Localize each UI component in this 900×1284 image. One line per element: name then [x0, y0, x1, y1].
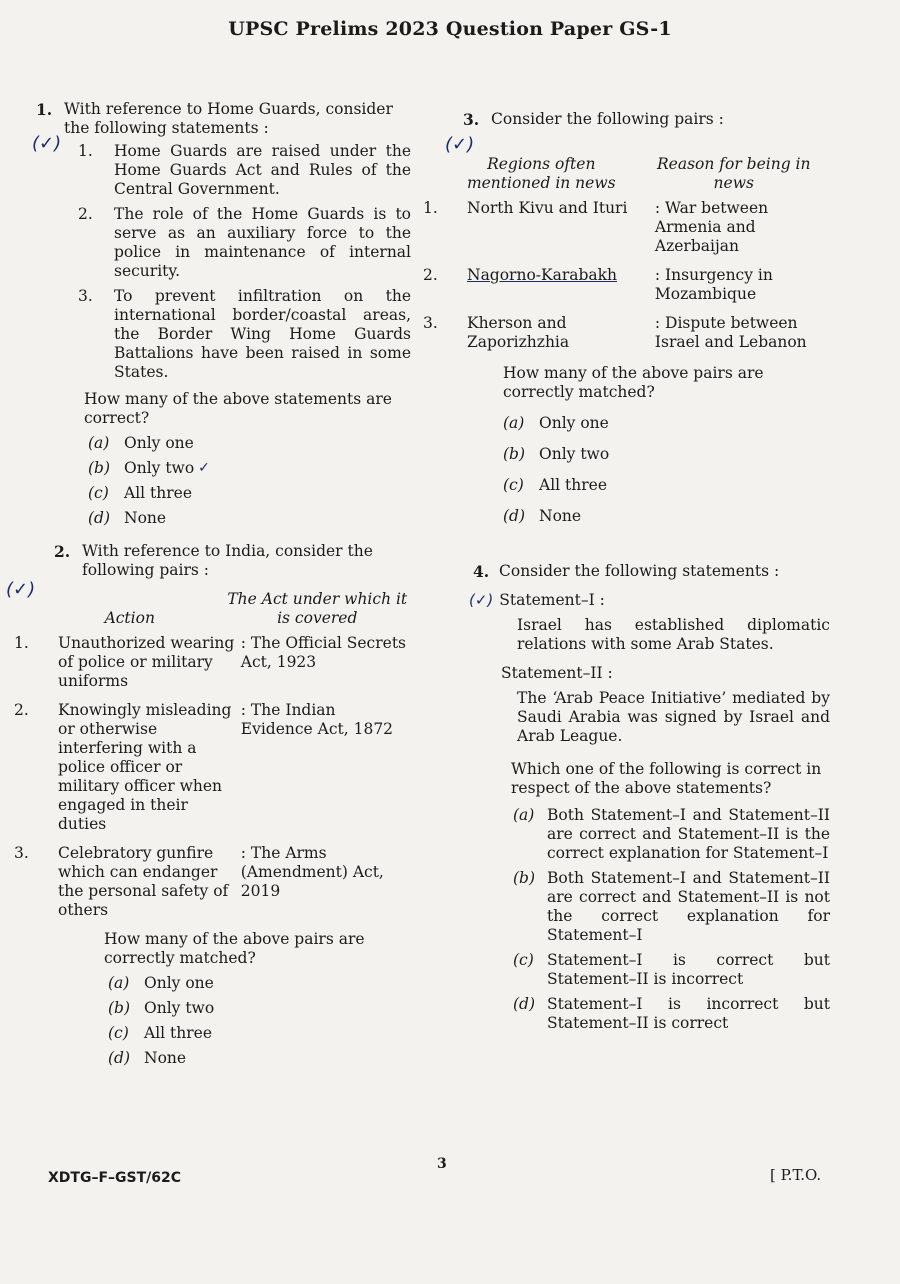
pair-list	[423, 199, 830, 352]
option-text: Statement–I is correct but Statement–II is incorrect	[547, 951, 830, 988]
pair-action	[14, 844, 241, 920]
pair-row	[423, 199, 830, 256]
question-number: 2.	[54, 542, 71, 561]
pair-number: 2.	[423, 266, 438, 284]
question-stem: Consider the following pairs :	[491, 110, 724, 128]
statement-number: 1.	[78, 142, 93, 160]
pair-number: 1.	[423, 199, 438, 217]
option-b[interactable]	[108, 999, 411, 1018]
pair-action	[14, 701, 241, 834]
option-c[interactable]	[108, 1024, 411, 1043]
statement-list	[78, 142, 411, 382]
option-letter: (c)	[88, 484, 109, 502]
option-text: All three	[144, 1024, 213, 1042]
statement-1-text: Israel has established diplomatic relations with some Arab States.	[517, 616, 830, 653]
statement-number: 3.	[78, 287, 93, 305]
pair-row	[423, 314, 830, 352]
pair-action-text: Unauthorized wearing of police or military uniforms	[58, 634, 235, 690]
option-letter: (c)	[108, 1024, 129, 1042]
question-4	[445, 562, 830, 1033]
pair-reason: : Dispute between Israel and Lebanon	[654, 314, 807, 351]
question-3: 3. Consider the following pairs : (✓) Regions often mentioned in news Reason for being in news 1. North Kivu and Ituri : War between Armenia and Azerbaijan 2. Nagorno-Karabakh : Insurgency in Mozambique 3. Kherson and Zaporizhzhia : Dispute between Israel and Lebanon How many of the above pairs are correctly matched? (a) Only one (b) Only two (c) All three (d) None	[445, 110, 830, 526]
pair-region	[423, 314, 655, 352]
option-letter: (a)	[88, 434, 110, 452]
option-text: All three	[124, 484, 193, 502]
option-letter: (c)	[513, 951, 534, 969]
statement-2-label: Statement–II :	[501, 664, 613, 682]
pair-region	[423, 199, 655, 256]
option-text: Statement–I is incorrect but Statement–II is correct	[547, 995, 830, 1032]
statement-item	[78, 205, 411, 281]
option-letter: (d)	[88, 509, 111, 527]
option-letter: (d)	[503, 507, 526, 525]
pair-row	[14, 844, 411, 920]
options-list	[88, 434, 411, 528]
pair-act: : The Indian Evidence Act, 1872	[240, 701, 394, 738]
page-number: 3	[437, 1156, 447, 1172]
page-title: UPSC Prelims 2023 Question Paper GS-1	[228, 18, 672, 40]
pair-number: 2.	[14, 701, 29, 719]
question-ask: How many of the above pairs are correctly matched?	[104, 930, 365, 967]
option-text: Only two	[144, 999, 215, 1017]
pair-header	[445, 155, 830, 193]
question-1: 1. With reference to Home Guards, consider the following statements : (✓) 1. Home Guards are raised under the Home Guards Act and Rules of the Central Government. 2. The role of the Home Guards is to serve as an auxiliary force to the police in maintenance of internal security. 3. To prevent infiltration on the international border/coastal areas, the Border Wing Home Guards Battalions have been raised in some States. How many of the above statements are correct? (a) Only one (b) Only two ✓ (c) All three (d) None	[32, 100, 411, 527]
option-a[interactable]	[88, 434, 411, 453]
tick-icon: ✓	[198, 460, 210, 476]
option-d[interactable]	[108, 1049, 411, 1068]
option-text: Both Statement–I and Statement–II are correct and Statement–II is not the correct explanation for Statement–I	[547, 869, 830, 944]
option-letter: (b)	[108, 999, 131, 1017]
options-list	[503, 414, 830, 526]
question-number: 3.	[463, 110, 480, 129]
option-text: Only two	[539, 445, 610, 463]
option-d[interactable]	[88, 509, 411, 528]
question-number: 1.	[36, 100, 53, 119]
option-b[interactable]	[513, 869, 830, 945]
pair-number: 1.	[14, 634, 29, 652]
statement-number: 2.	[78, 205, 93, 223]
question-2: 2. With reference to India, consider the following pairs : (✓) Action The Act under which it is covered 1. Unauthorized wearing of police or military uniforms : The Official Secrets Act, 1923 2. Knowingly misleading or otherwise interfering with a police officer or military officer when engaged in their duties : The Indian Evidence Act, 1872 3. Celebratory gunfire which can endanger the personal safety of others : The Arms (Amendment) Act, 2019 How many of the above pairs are correctly matched? (a) Only one (b) Only two (c) All three (d) None	[36, 542, 411, 1068]
pair-reason: : Insurgency in Mozambique	[654, 266, 773, 303]
question-stem: Consider the following statements :	[499, 562, 780, 580]
pair-number: 3.	[423, 314, 438, 332]
question-stem: With reference to Home Guards, consider the following statements :	[64, 100, 393, 137]
statement-text: The role of the Home Guards is to serve as an auxiliary force to the police in maintenance of internal security.	[114, 205, 411, 280]
column-header-regions: Regions often mentioned in news	[466, 155, 616, 192]
option-text: Both Statement–I and Statement–II are correct and Statement–II is the correct explanation for Statement–I	[547, 806, 830, 862]
option-b[interactable]	[88, 459, 411, 478]
pair-region	[423, 266, 655, 304]
pto-label: [ P.T.O.	[770, 1166, 822, 1184]
option-text: Only one	[124, 434, 194, 452]
option-letter: (a)	[108, 974, 130, 992]
pair-act: : The Arms (Amendment) Act, 2019	[240, 844, 384, 900]
question-stem: With reference to India, consider the following pairs :	[82, 542, 373, 579]
option-letter: (b)	[88, 459, 111, 477]
column-header-reason: Reason for being in news	[656, 155, 811, 192]
pair-act: : The Official Secrets Act, 1923	[240, 634, 406, 671]
option-letter: (c)	[503, 476, 524, 494]
statement-item	[78, 287, 411, 382]
right-column	[423, 110, 830, 1047]
pair-region-text: North Kivu and Ituri	[467, 199, 628, 217]
pair-action	[14, 634, 241, 691]
pair-list	[14, 634, 411, 920]
question-ask: How many of the above statements are correct?	[84, 390, 392, 427]
option-b[interactable]	[503, 445, 830, 464]
option-c[interactable]	[503, 476, 830, 495]
statement-item	[78, 142, 411, 199]
column-header-act: The Act under which it is covered	[227, 590, 408, 627]
options-list	[513, 806, 830, 1033]
option-text: Only one	[144, 974, 214, 992]
option-text: Only two	[124, 459, 195, 477]
statement-text: Home Guards are raised under the Home Guards Act and Rules of the Central Government.	[114, 142, 411, 198]
option-c[interactable]	[513, 951, 830, 989]
pair-number: 3.	[14, 844, 29, 862]
option-letter: (b)	[513, 869, 536, 887]
question-ask: How many of the above pairs are correctly matched?	[503, 364, 764, 401]
pair-action-text: Celebratory gunfire which can endanger the personal safety of others	[58, 844, 229, 919]
pair-action-text: Knowingly misleading or otherwise interfering with a police officer or military officer when engaged in their duties	[58, 701, 232, 833]
statement-2-text: The ‘Arab Peace Initiative’ mediated by Saudi Arabia was signed by Israel and Arab League.	[517, 689, 830, 745]
options-list	[108, 974, 411, 1068]
option-a[interactable]	[108, 974, 411, 993]
pair-header	[36, 590, 411, 628]
option-text: None	[124, 509, 167, 527]
pair-region-text: Nagorno-Karabakh	[467, 266, 618, 284]
statement-1-label-row	[469, 591, 830, 610]
pair-row	[423, 266, 830, 304]
option-text: None	[539, 507, 582, 525]
option-text: Only one	[539, 414, 609, 432]
option-c[interactable]	[88, 484, 411, 503]
left-column	[6, 100, 411, 1082]
statement-text: To prevent infiltration on the international border/coastal areas, the Border Wing Home Guards Battalions have been raised in some States.	[114, 287, 411, 381]
pair-row	[14, 701, 411, 834]
paper-code: XDTG–F–GST/62C	[48, 1170, 182, 1186]
option-a[interactable]	[503, 414, 830, 433]
column-header-action: Action	[104, 609, 155, 627]
pair-region-text: Kherson and Zaporizhzhia	[467, 314, 570, 351]
option-text: All three	[539, 476, 608, 494]
option-letter: (d)	[513, 995, 536, 1013]
check-mark: (✓)	[469, 591, 494, 609]
statement-1-label: Statement–I :	[499, 591, 605, 609]
option-a[interactable]	[513, 806, 830, 863]
question-ask: Which one of the following is correct in respect of the above statements?	[511, 760, 822, 797]
option-letter: (a)	[503, 414, 525, 432]
option-letter: (b)	[503, 445, 526, 463]
question-number: 4.	[473, 562, 490, 581]
option-text: None	[144, 1049, 187, 1067]
pair-reason: : War between Armenia and Azerbaijan	[654, 199, 769, 255]
option-letter: (d)	[108, 1049, 131, 1067]
option-d[interactable]	[503, 507, 830, 526]
pair-row	[14, 634, 411, 691]
option-letter: (a)	[513, 806, 535, 824]
option-d[interactable]	[513, 995, 830, 1033]
